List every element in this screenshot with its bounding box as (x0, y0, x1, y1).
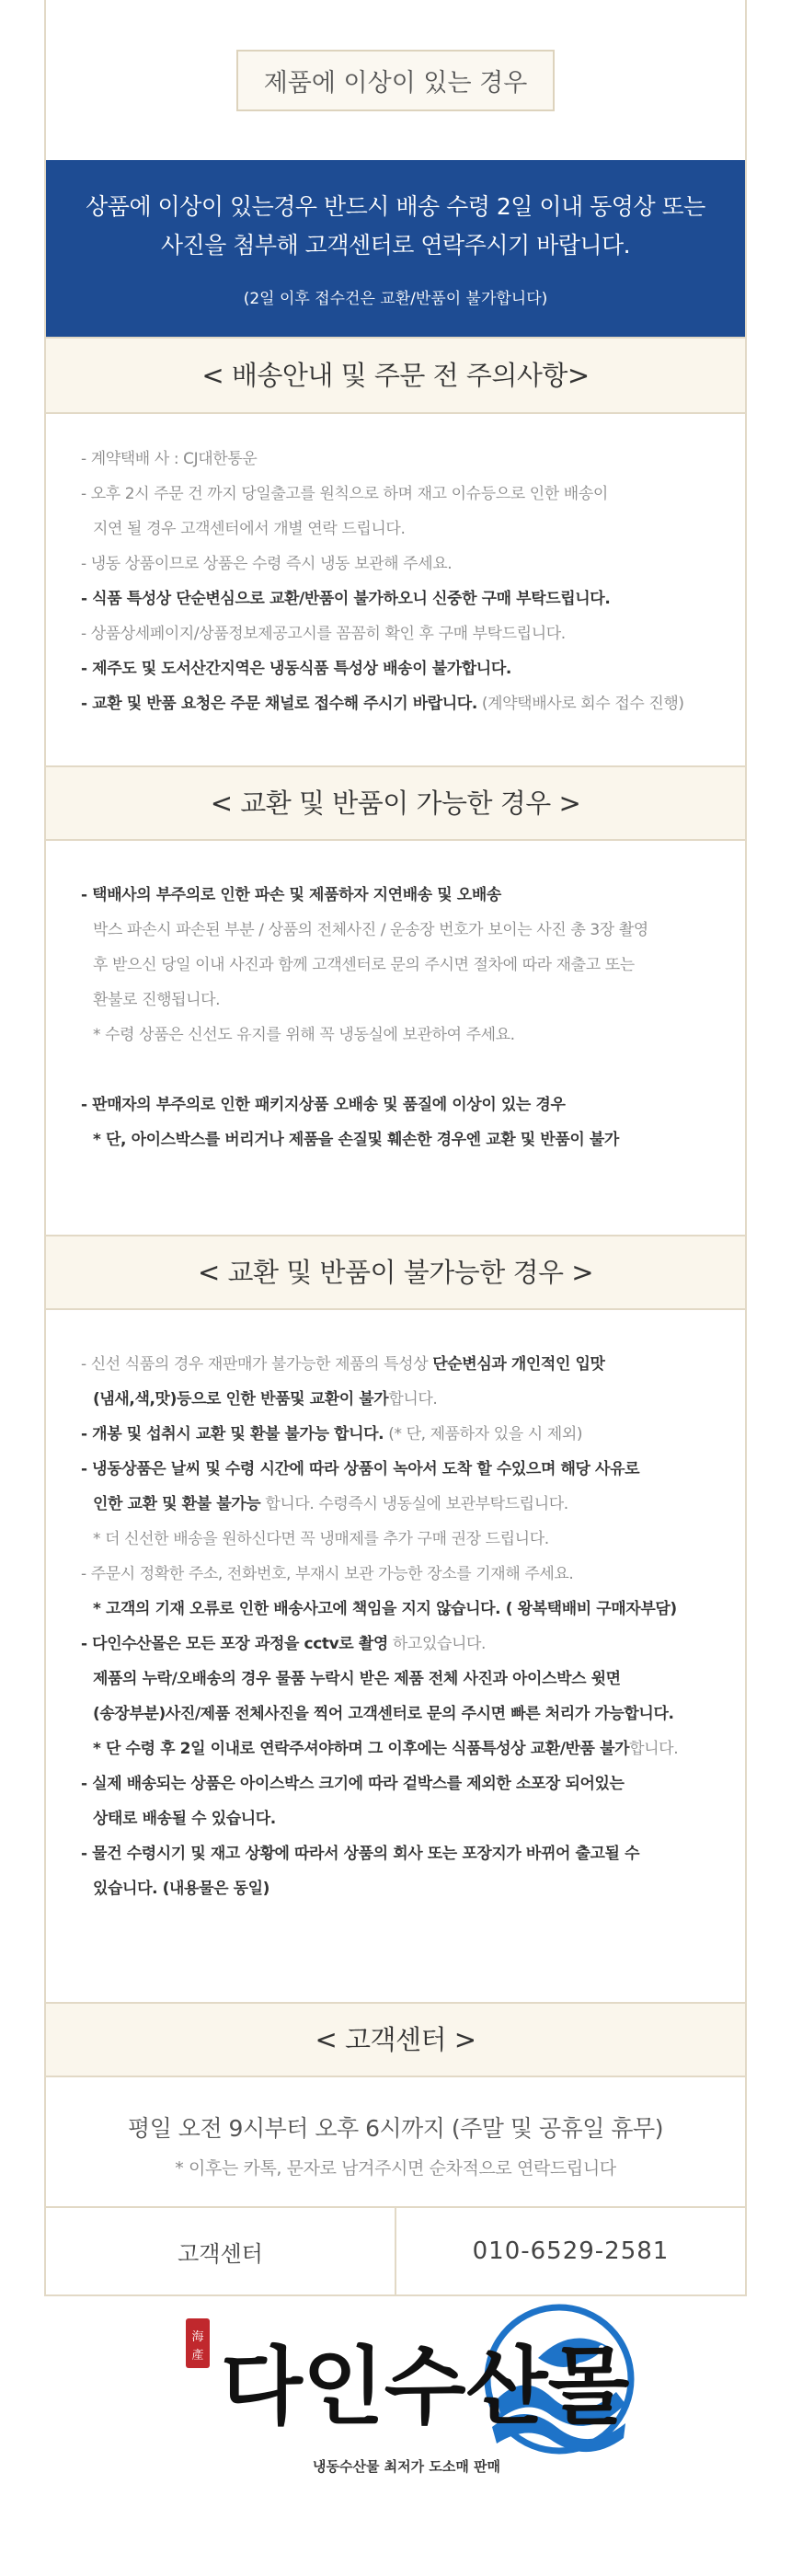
contact-table (44, 2206, 747, 2296)
notice-note: (2일 이후 접수건은 교환/반품이 불가합니다) (243, 290, 548, 308)
impossible-line: (냄새,색,맛)등으로 인한 반품및 교환이 불가 (93, 1390, 389, 1409)
possible-line: 환불로 진행됩니다. (93, 991, 221, 1009)
impossible-line: - 신선 식품의 경우 재판매가 불가능한 제품의 특성상 (81, 1355, 429, 1374)
notice-banner (46, 160, 745, 337)
impossible-line: - 다인수산몰은 모든 포장 과정을 cctv로 촬영 (81, 1635, 388, 1653)
after-hours-hint: * 이후는 카톡, 문자로 남겨주시면 순차적으로 연락드립니다 (175, 2158, 616, 2179)
impossible-line: 상태로 배송될 수 있습니다. (93, 1810, 276, 1828)
impossible-line: * 단 수령 후 2일 이내로 연락주셔야하며 그 이후에는 식품특성상 교환/반품 불가 (93, 1740, 630, 1758)
impossible-line: 합니다. (388, 1390, 438, 1409)
seal-char-1: 海 (191, 2330, 204, 2344)
shipping-line: - 상품상세페이지/상품정보제공고시를 꼼꼼히 확인 후 구매 부탁드립니다. (81, 625, 566, 643)
impossible-line: - 개봉 및 섭취시 교환 및 환불 불가능 합니다. (81, 1425, 384, 1443)
brand-tagline: 냉동수산물 최저가 도소매 판매 (313, 2458, 501, 2475)
impossible-line: 제품의 누락/오배송의 경우 물품 누락시 받은 제품 전체 사진과 아이스박스 윗면 (93, 1670, 621, 1688)
shipping-line-note: (계약택배사로 회수 접수 진행) (481, 695, 684, 713)
business-hours: 평일 오전 9시부터 오후 6시까지 (주말 및 공휴일 휴무) (128, 2115, 663, 2142)
impossible-line: (* 단, 제품하자 있을 시 제외) (388, 1425, 583, 1443)
possible-line: - 판매자의 부주의로 인한 패키지상품 오배송 및 품질에 이상이 있는 경우 (81, 1096, 566, 1114)
customer-center-info (46, 2077, 745, 2206)
impossible-section (46, 1310, 745, 2002)
content-frame (44, 0, 747, 2296)
contact-phone[interactable]: 010-6529-2581 (395, 2208, 745, 2294)
possible-line: * 단, 아이스박스를 버리거나 제품을 손질및 훼손한 경우엔 교환 및 반품이 불가 (93, 1131, 619, 1149)
impossible-line: - 냉동상품은 날씨 및 수령 시간에 따라 상품이 녹아서 도착 할 수있으며 해당 사유로 (81, 1460, 640, 1478)
shipping-line: - 제주도 및 도서산간지역은 냉동식품 특성상 배송이 불가합니다. (81, 660, 511, 678)
impossible-line: 하고있습니다. (392, 1635, 487, 1653)
shipping-line: - 냉동 상품이므로 상품은 수령 즉시 냉동 보관해 주세요. (81, 555, 453, 573)
shipping-line: - 오후 2시 주문 건 까지 당일출고를 원칙으로 하며 재고 이슈등으로 인한 배송이 (81, 485, 608, 503)
shipping-line: - 교환 및 반품 요청은 주문 채널로 접수해 주시기 바랍니다. (81, 695, 477, 713)
possible-section (46, 841, 745, 1235)
impossible-line: (송장부분)사진/제품 전체사진을 찍어 고객센터로 문의 주시면 빠른 처리가 가능합니다. (93, 1705, 674, 1723)
impossible-line: 합니다. 수령즉시 냉동실에 보관부탁드립니다. (265, 1495, 568, 1513)
possible-line: 후 받으신 당일 이내 사진과 함께 고객센터로 문의 주시면 절차에 따라 재출고 또는 (93, 956, 635, 974)
customer-center-title: < 고객센터 > (46, 2002, 745, 2077)
impossible-line: - 실제 배송되는 상품은 아이스박스 크기에 따라 겉박스를 제외한 소포장 되어있는 (81, 1775, 625, 1793)
brand-logo (175, 2289, 653, 2482)
impossible-line: - 물건 수령시기 및 재고 상황에 따라서 상품의 회사 또는 포장지가 바뀌어 출고될 수 (81, 1845, 640, 1863)
possible-line: 박스 파손시 파손된 부분 / 상품의 전체사진 / 운송장 번호가 보이는 사진 총 3장 촬영 (93, 921, 648, 939)
impossible-line: 합니다. (629, 1740, 679, 1758)
shipping-line: - 계약택배 사 : CJ대한통운 (81, 450, 258, 468)
possible-line: * 수령 상품은 신선도 유지를 위해 꼭 냉동실에 보관하여 주세요. (93, 1026, 515, 1044)
seal-char-2: 產 (191, 2349, 204, 2363)
shipping-line: 지연 될 경우 고객센터에서 개별 연락 드립니다. (93, 520, 406, 538)
shipping-title: < 배송안내 및 주문 전 주의사항> (46, 337, 745, 414)
shipping-line: - 식품 특성상 단순변심으로 교환/반품이 불가하오니 신중한 구매 부탁드립니다. (81, 590, 611, 608)
impossible-line: 인한 교환 및 환불 불가능 (93, 1495, 261, 1513)
impossible-line: * 더 신선한 배송을 원하신다면 꼭 냉매제를 추가 구매 권장 드립니다. (93, 1530, 549, 1548)
possible-line: - 택배사의 부주의로 인한 파손 및 제품하자 지연배송 및 오배송 (81, 886, 501, 904)
brand-name: 다인수산몰 (221, 2337, 630, 2436)
header-title: 제품에 이상이 있는 경우 (236, 50, 556, 111)
impossible-title: < 교환 및 반품이 불가능한 경우 > (46, 1235, 745, 1310)
impossible-line: * 고객의 기재 오류로 인한 배송사고에 책임을 지지 않습니다. ( 왕복택배비 구매자부담) (93, 1600, 677, 1618)
impossible-line: 단순변심과 개인적인 입맛 (432, 1355, 605, 1374)
possible-title: < 교환 및 반품이 가능한 경우 > (46, 765, 745, 841)
shipping-section (46, 414, 745, 765)
header-section (46, 0, 745, 160)
impossible-line: - 주문시 정확한 주소, 전화번호, 부재시 보관 가능한 장소를 기재해 주세요. (81, 1565, 574, 1583)
notice-line-2: 사진을 첨부해 고객센터로 연락주시기 바랍니다. (160, 232, 631, 259)
impossible-line: 있습니다. (내용물은 동일) (93, 1880, 270, 1898)
contact-label: 고객센터 (178, 2240, 263, 2267)
notice-line-1: 상품에 이상이 있는경우 반드시 배송 수령 2일 이내 동영상 또는 (86, 193, 705, 220)
